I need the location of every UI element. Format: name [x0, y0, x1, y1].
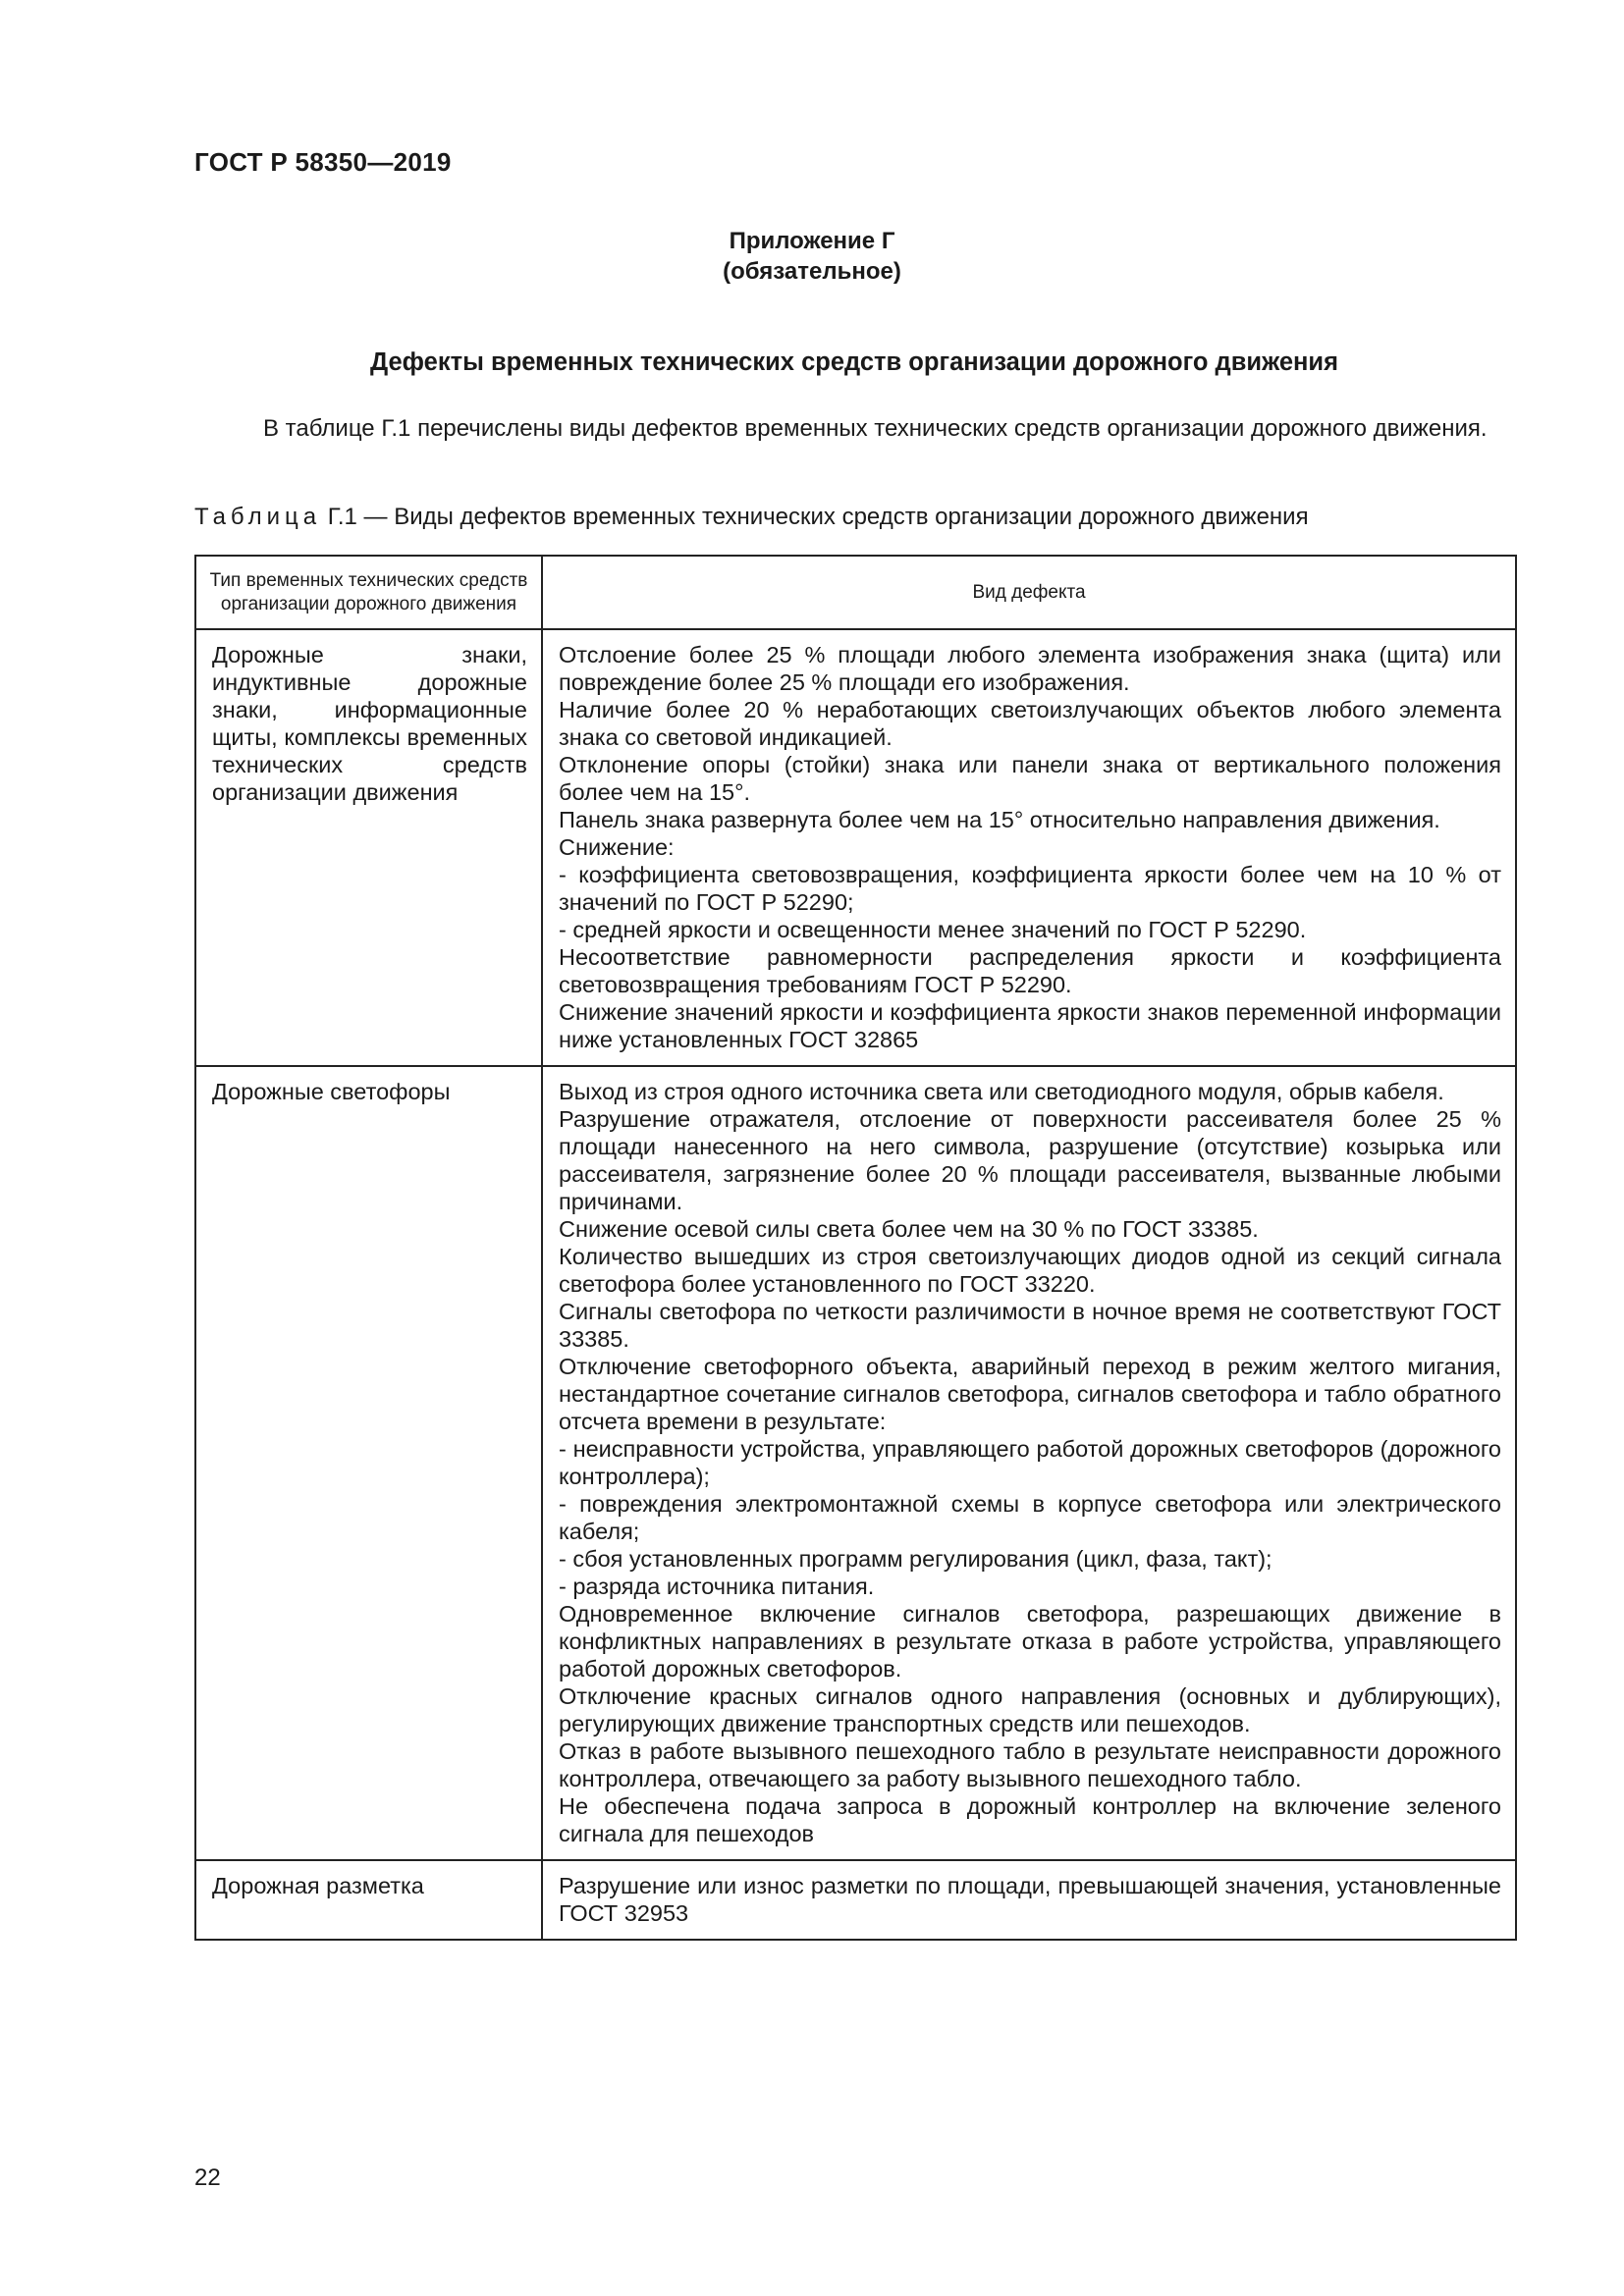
- table-row-traffic-lights: [195, 1066, 1516, 1860]
- defect-item: Несоответствие равномерности распределения яркости и коэффициента световозвращения требованиям ГОСТ Р 52290.: [559, 944, 1501, 997]
- appendix-status: (обязательное): [723, 258, 901, 285]
- defect-item: Панель знака развернута более чем на 15° относительно направления движения.: [559, 807, 1440, 832]
- defect-item: Одновременное включение сигналов светофора, разрешающих движение в конфликтных направлениях в результате отказа в работе устройства, управляющего работой дорожных светофоров.: [559, 1601, 1501, 1682]
- appendix-title: Приложение Г: [729, 228, 895, 254]
- defect-item: Количество вышедших из строя светоизлучающих диодов одной из секций сигнала светофора более установленного по ГОСТ 33220.: [559, 1244, 1501, 1297]
- defect-item: - повреждения электромонтажной схемы в корпусе светофора или электрического кабеля;: [559, 1491, 1501, 1544]
- defects-table: [194, 555, 1517, 1941]
- document-title: Дефекты временных технических средств организации дорожного движения: [370, 348, 1338, 376]
- cell-defects: [542, 1066, 1516, 1860]
- defect-item: Не обеспечена подача запроса в дорожный контроллер на включение зеленого сигнала для пешеходов: [559, 1793, 1501, 1846]
- intro-paragraph: В таблице Г.1 перечислены виды дефектов временных технических средств организации дорожного движения.: [263, 415, 1488, 442]
- header-defect: Вид дефекта: [542, 556, 1516, 629]
- defect-item: - разряда источника питания.: [559, 1574, 875, 1599]
- cell-defects: [542, 1860, 1516, 1940]
- defect-item: Разрушение или износ разметки по площади, превышающей значения, установленные ГОСТ 32953: [559, 1873, 1501, 1926]
- defect-item: Снижение осевой силы света более чем на 30 % по ГОСТ 33385.: [559, 1216, 1259, 1242]
- defect-item: Отключение красных сигналов одного направления (основных и дублирующих), регулирующих движение транспортных средств или пешеходов.: [559, 1683, 1501, 1736]
- defect-item: Отключение светофорного объекта, аварийный переход в режим желтого мигания, нестандартное сочетание сигналов светофора, сигналов светофора и табло обратного отсчета времени в результате:: [559, 1354, 1501, 1434]
- defect-item: - средней яркости и освещенности менее значений по ГОСТ Р 52290.: [559, 917, 1307, 942]
- table-caption-prefix: Таблица: [194, 504, 322, 530]
- standard-code: ГОСТ Р 58350—2019: [194, 147, 452, 177]
- defect-item: Наличие более 20 % неработающих светоизлучающих объектов любого элемента знака со световой индикацией.: [559, 697, 1501, 750]
- defect-item: Сигналы светофора по четкости различимости в ночное время не соответствуют ГОСТ 33385.: [559, 1299, 1501, 1352]
- table-caption-text: Г.1 — Виды дефектов временных технических средств организации дорожного движения: [321, 504, 1309, 530]
- cell-type: Дорожная разметка: [195, 1860, 542, 1940]
- table-header-row: [195, 556, 1516, 629]
- table-row-signs: [195, 629, 1516, 1066]
- page-number: 22: [194, 2164, 221, 2191]
- appendix-heading: [0, 226, 1624, 287]
- defect-item: - сбоя установленных программ регулирования (цикл, фаза, такт);: [559, 1546, 1272, 1572]
- defect-item: - неисправности устройства, управляющего работой дорожных светофоров (дорожного контроллера);: [559, 1436, 1501, 1489]
- header-type: Тип временных технических средств организации дорожного движения: [195, 556, 542, 629]
- cell-type: Дорожные знаки, индуктивные дорожные знаки, информационные щиты, комплексы временных технических средств организации движения: [195, 629, 542, 1066]
- table-caption: [194, 504, 1309, 531]
- defect-item: Отслоение более 25 % площади любого элемента изображения знака (щита) или повреждение более 25 % площади его изображения.: [559, 642, 1501, 695]
- cell-type: Дорожные светофоры: [195, 1066, 542, 1860]
- cell-defects: [542, 629, 1516, 1066]
- defect-item: Разрушение отражателя, отслоение от поверхности рассеивателя более 25 % площади нанесенного на него символа, разрушение (отсутствие) козырька или рассеивателя, загрязнение более 20 % площади рассеивателя, вызванные любыми причинами.: [559, 1106, 1501, 1214]
- defect-item: Снижение:: [559, 834, 675, 860]
- table-row-road-marking: [195, 1860, 1516, 1940]
- defect-item: - коэффициента световозвращения, коэффициента яркости более чем на 10 % от значений по ГОСТ Р 52290;: [559, 862, 1501, 915]
- defect-item: Отказ в работе вызывного пешеходного табло в результате неисправности дорожного контроллера, отвечающего за работу вызывного пешеходного табло.: [559, 1738, 1501, 1791]
- defect-item: Снижение значений яркости и коэффициента яркости знаков переменной информации ниже установленных ГОСТ 32865: [559, 999, 1501, 1052]
- defect-item: Выход из строя одного источника света или светодиодного модуля, обрыв кабеля.: [559, 1079, 1444, 1104]
- defect-item: Отклонение опоры (стойки) знака или панели знака от вертикального положения более чем на 15°.: [559, 752, 1501, 805]
